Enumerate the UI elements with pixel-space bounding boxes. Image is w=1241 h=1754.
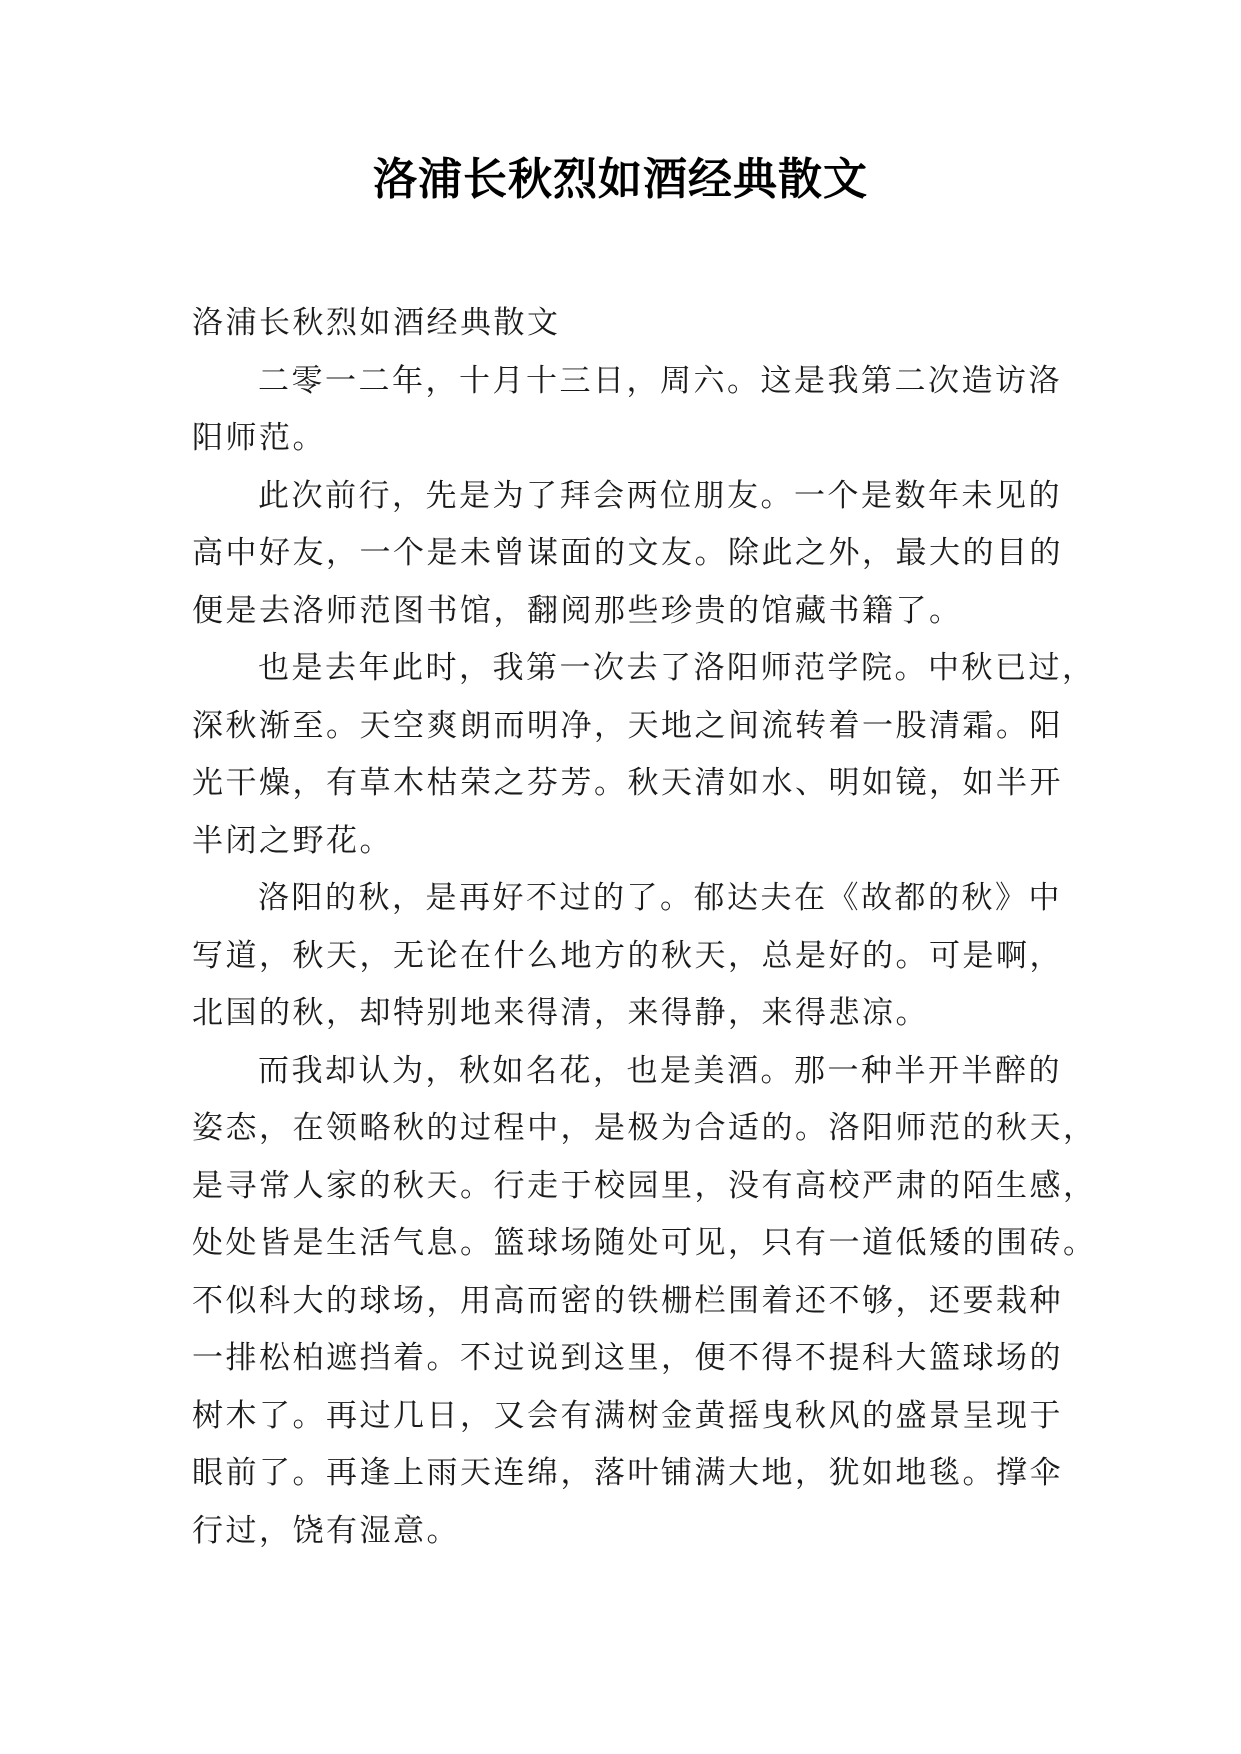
paragraph-line: 行过，饶有湿意。 xyxy=(192,1512,460,1549)
paragraph-line: 洛阳的秋，是再好不过的了。郁达夫在《故都的秋》中 xyxy=(258,880,1062,916)
paragraph-line: 不似科大的球场，用高而密的铁栅栏围着还不够，还要栽种 xyxy=(192,1282,1063,1319)
paragraph-line: 阳师范。 xyxy=(192,420,326,456)
paragraph-line: 一排松柏遮挡着。不过说到这里，便不得不提科大篮球场的 xyxy=(192,1340,1063,1376)
paragraph-line: 而我却认为，秋如名花，也是美酒。那一种半开半醉的 xyxy=(258,1052,1062,1089)
paragraph xyxy=(192,1043,1097,1561)
paragraph xyxy=(192,640,1096,870)
document-subtitle: 洛浦长秋烈如酒经典散文 xyxy=(192,305,561,341)
paragraph-line: 半闭之野花。 xyxy=(192,822,393,859)
document-title: 洛浦长秋烈如酒经典散文 xyxy=(373,154,868,205)
paragraph-line: 二零一二年，十月十三日，周六。这是我第二次造访洛 xyxy=(258,362,1062,399)
document-body xyxy=(192,295,1097,1560)
paragraph-line: 北国的秋，却特别地来得清，来得静，来得悲凉。 xyxy=(192,995,929,1031)
paragraph-line: 也是去年此时，我第一次去了洛阳师范学院。中秋已过， xyxy=(258,650,1096,686)
paragraph xyxy=(192,468,1067,641)
paragraph-line: 光干燥，有草木枯荣之芬芳。秋天清如水、明如镜，如半开 xyxy=(192,765,1063,801)
paragraph-line: 树木了。再过几日，又会有满树金黄摇曳秋风的盛景呈现于 xyxy=(192,1397,1063,1434)
paragraph-line: 此次前行，先是为了拜会两位朋友。一个是数年未见的 xyxy=(258,477,1062,514)
paragraph-line: 眼前了。再逢上雨天连绵，落叶铺满大地，犹如地毯。撑伞 xyxy=(192,1455,1063,1491)
paragraph-line: 是寻常人家的秋天。行走于校园里，没有高校严肃的陌生感， xyxy=(192,1167,1097,1204)
paragraph-line: 姿态，在领略秋的过程中，是极为合适的。洛阳师范的秋天， xyxy=(192,1110,1097,1146)
paragraph-line: 处处皆是生活气息。篮球场随处可见，只有一道低矮的围砖。 xyxy=(192,1225,1097,1261)
paragraph-line: 深秋渐至。天空爽朗而明净，天地之间流转着一股清霜。阳 xyxy=(192,707,1063,744)
paragraph-line: 高中好友，一个是未曾谋面的文友。除此之外，最大的目的 xyxy=(192,535,1063,571)
paragraph xyxy=(192,870,1067,1043)
paragraph xyxy=(192,353,1067,468)
paragraph-line: 写道，秋天，无论在什么地方的秋天，总是好的。可是啊， xyxy=(192,937,1063,974)
paragraph-line: 便是去洛师范图书馆，翻阅那些珍贵的馆藏书籍了。 xyxy=(192,592,963,629)
